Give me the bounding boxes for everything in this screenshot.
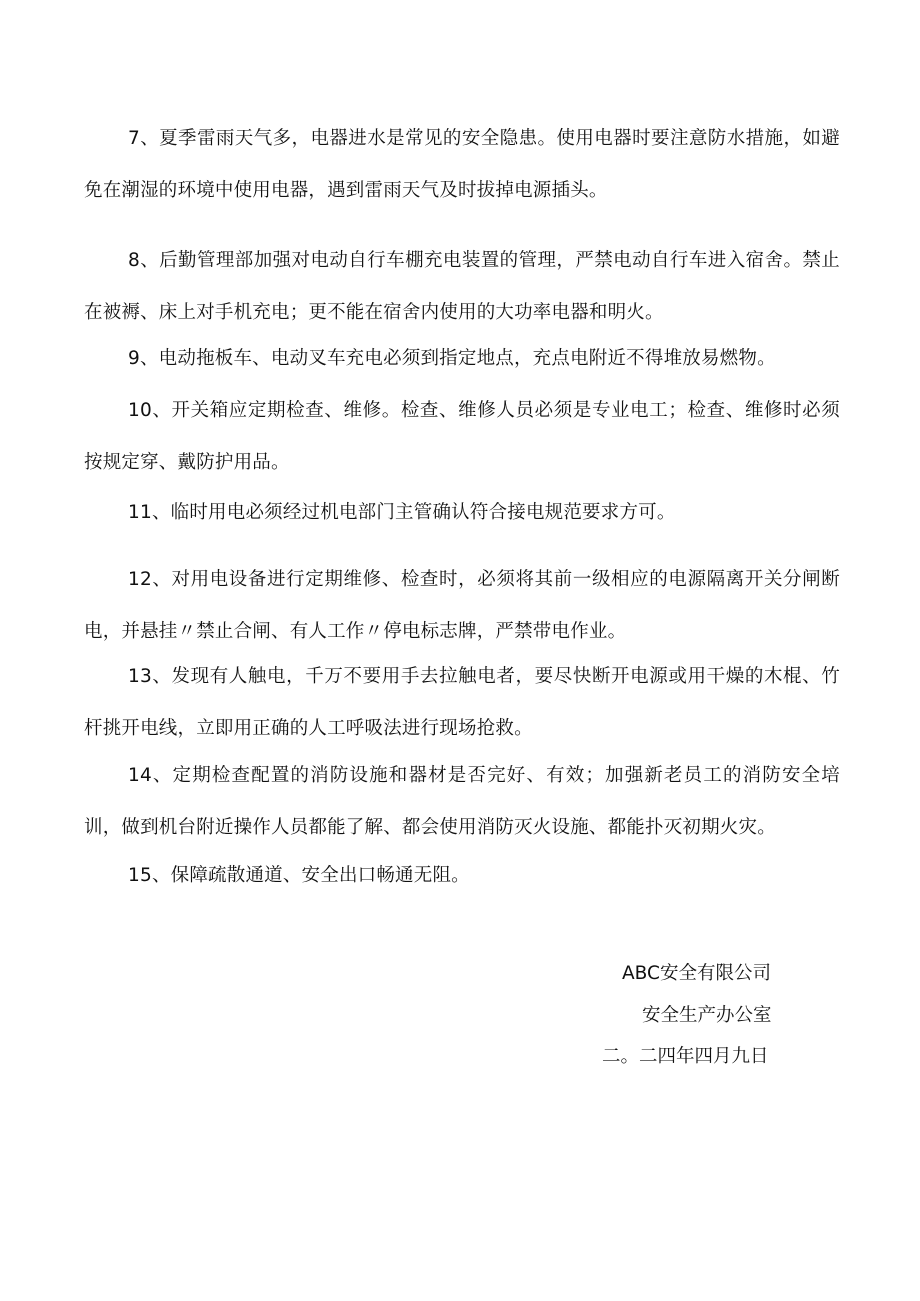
rule-item-8: 8、后勤管理部加强对电动自行车棚充电装置的管理，严禁电动自行车进入宿舍。禁止在被褥、床上对手机充电；更不能在宿舍内使用的大功率电器和明火。 xyxy=(84,250,840,323)
rule-item-15: 15、保障疏散通道、安全出口畅通无阻。 xyxy=(128,865,470,886)
signature-date: 二。二四年四月九日 xyxy=(602,1046,769,1067)
rule-item-11: 11、临时用电必须经过机电部门主管确认符合接电规范要求方可。 xyxy=(128,502,676,523)
rule-item-13: 13、发现有人触电，千万不要用手去拉触电者，要尽快断开电源或用干燥的木棍、竹杆挑开电线，立即用正确的人工呼吸法进行现场抢救。 xyxy=(84,666,840,739)
signature-company: ABC安全有限公司 xyxy=(622,963,771,984)
rule-item-10: 10、开关箱应定期检查、维修。检查、维修人员必须是专业电工；检查、维修时必须按规定穿、戴防护用品。 xyxy=(84,400,840,473)
rule-item-14: 14、定期检查配置的消防设施和器材是否完好、有效；加强新老员工的消防安全培训，做到机台附近操作人员都能了解、都会使用消防灭火设施、都能扑灭初期火灾。 xyxy=(84,765,840,838)
rule-item-9: 9、电动拖板车、电动叉车充电必须到指定地点，充点电附近不得堆放易燃物。 xyxy=(128,348,776,369)
rule-item-7: 7、夏季雷雨天气多，电器进水是常见的安全隐患。使用电器时要注意防水措施，如避免在潮湿的环境中使用电器，遇到雷雨天气及时拔掉电源插头。 xyxy=(84,128,840,201)
signature-department: 安全生产办公室 xyxy=(642,1005,772,1026)
rule-item-12: 12、对用电设备进行定期维修、检查时，必须将其前一级相应的电源隔离开关分闸断电，并悬挂〃禁止合闸、有人工作〃停电标志牌，严禁带电作业。 xyxy=(84,569,840,642)
